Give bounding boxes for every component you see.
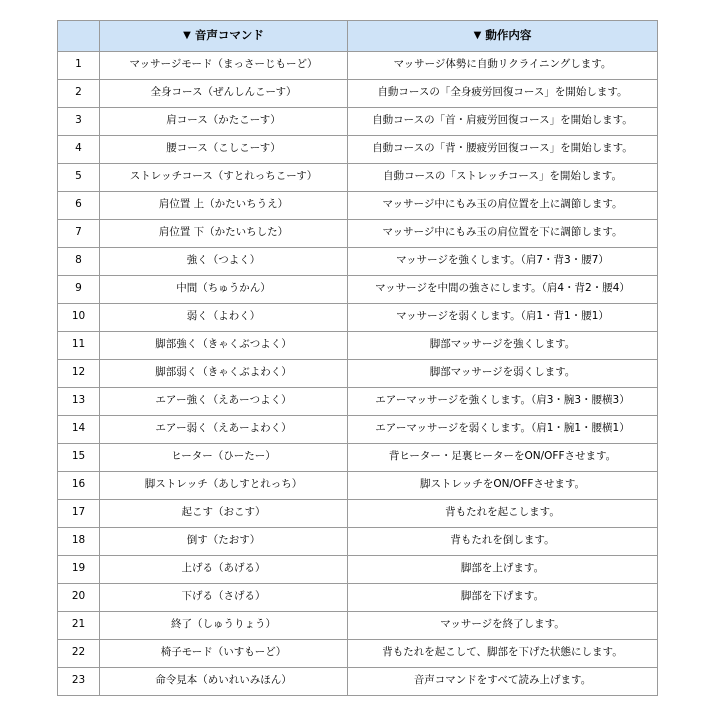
row-action: 自動コースの「首・肩疲労回復コース」を開始します。	[348, 107, 658, 135]
row-command: 全身コース（ぜんしんこーす）	[100, 79, 348, 107]
table-row	[58, 443, 658, 471]
voice-command-table	[57, 20, 658, 696]
row-number: 12	[58, 359, 100, 387]
table-row	[58, 275, 658, 303]
row-command: 弱く（よわく）	[100, 303, 348, 331]
row-number: 2	[58, 79, 100, 107]
triangle-icon-action: ▼	[473, 30, 482, 41]
row-action: マッサージ中にもみ玉の肩位置を上に調節します。	[348, 191, 658, 219]
row-number: 20	[58, 583, 100, 611]
row-command: 下げる（さげる）	[100, 583, 348, 611]
row-number: 15	[58, 443, 100, 471]
table-row	[58, 107, 658, 135]
column-header-command	[100, 20, 348, 51]
row-command: 脚ストレッチ（あしすとれっち）	[100, 471, 348, 499]
row-number: 22	[58, 639, 100, 667]
row-action: 脚部マッサージを弱くします。	[348, 359, 658, 387]
row-number: 11	[58, 331, 100, 359]
row-action: エアーマッサージを弱くします。（肩1・腕1・腰横1）	[348, 415, 658, 443]
row-action: 脚部を上げます。	[348, 555, 658, 583]
row-action: 自動コースの「全身疲労回復コース」を開始します。	[348, 79, 658, 107]
table-row	[58, 387, 658, 415]
table-row	[58, 499, 658, 527]
row-action: エアーマッサージを強くします。（肩3・腕3・腰横3）	[348, 387, 658, 415]
row-action: 背ヒーター・足裏ヒーターをON/OFFさせます。	[348, 443, 658, 471]
row-action: マッサージを強くします。（肩7・背3・腰7）	[348, 247, 658, 275]
row-command: 肩位置 下（かたいちした）	[100, 219, 348, 247]
row-number: 8	[58, 247, 100, 275]
row-action: マッサージを弱くします。（肩1・背1・腰1）	[348, 303, 658, 331]
table-row	[58, 415, 658, 443]
table-row	[58, 163, 658, 191]
row-action: 背もたれを起こします。	[348, 499, 658, 527]
table-row	[58, 303, 658, 331]
column-header-no	[58, 20, 100, 51]
table-body	[58, 51, 658, 695]
row-command: ヒーター（ひーたー）	[100, 443, 348, 471]
row-number: 4	[58, 135, 100, 163]
row-command: 中間（ちゅうかん）	[100, 275, 348, 303]
row-number: 13	[58, 387, 100, 415]
row-action: マッサージを終了します。	[348, 611, 658, 639]
column-header-action-label: 動作内容	[485, 28, 532, 42]
row-command: 脚部弱く（きゃくぶよわく）	[100, 359, 348, 387]
row-number: 19	[58, 555, 100, 583]
row-command: エアー強く（えあーつよく）	[100, 387, 348, 415]
table-row	[58, 527, 658, 555]
table-row	[58, 611, 658, 639]
table-row	[58, 555, 658, 583]
row-number: 6	[58, 191, 100, 219]
row-command: 起こす（おこす）	[100, 499, 348, 527]
table-row	[58, 471, 658, 499]
row-command: 腰コース（こしこーす）	[100, 135, 348, 163]
table-row	[58, 639, 658, 667]
column-header-action	[348, 20, 658, 51]
row-number: 21	[58, 611, 100, 639]
table-row	[58, 331, 658, 359]
row-command: 椅子モード（いすもーど）	[100, 639, 348, 667]
row-number: 17	[58, 499, 100, 527]
row-number: 10	[58, 303, 100, 331]
row-command: 上げる（あげる）	[100, 555, 348, 583]
row-number: 3	[58, 107, 100, 135]
row-command: 強く（つよく）	[100, 247, 348, 275]
table-header-row	[58, 20, 658, 51]
row-command: 終了（しゅうりょう）	[100, 611, 348, 639]
row-action: マッサージ中にもみ玉の肩位置を下に調節します。	[348, 219, 658, 247]
row-action: マッサージ体勢に自動リクライニングします。	[348, 51, 658, 79]
row-action: 音声コマンドをすべて読み上げます。	[348, 667, 658, 695]
row-action: 背もたれを起こして、脚部を下げた状態にします。	[348, 639, 658, 667]
row-number: 23	[58, 667, 100, 695]
row-action: 脚部を下げます。	[348, 583, 658, 611]
table-row	[58, 583, 658, 611]
row-action: 脚ストレッチをON/OFFさせます。	[348, 471, 658, 499]
row-action: マッサージを中間の強さにします。（肩4・背2・腰4）	[348, 275, 658, 303]
row-command: 肩コース（かたこーす）	[100, 107, 348, 135]
table-header	[58, 20, 658, 51]
table-row	[58, 247, 658, 275]
row-command: 倒す（たおす）	[100, 527, 348, 555]
row-number: 14	[58, 415, 100, 443]
table-row	[58, 79, 658, 107]
table-row	[58, 135, 658, 163]
row-number: 16	[58, 471, 100, 499]
row-command: 脚部強く（きゃくぶつよく）	[100, 331, 348, 359]
column-header-command-label: 音声コマンド	[194, 28, 264, 42]
row-command: 肩位置 上（かたいちうえ）	[100, 191, 348, 219]
table-row	[58, 51, 658, 79]
row-action: 自動コースの「背・腰疲労回復コース」を開始します。	[348, 135, 658, 163]
row-command: 命令見本（めいれいみほん）	[100, 667, 348, 695]
table-row	[58, 219, 658, 247]
table-row	[58, 667, 658, 695]
row-number: 5	[58, 163, 100, 191]
row-number: 7	[58, 219, 100, 247]
row-number: 1	[58, 51, 100, 79]
table-row	[58, 359, 658, 387]
row-action: 脚部マッサージを強くします。	[348, 331, 658, 359]
row-action: 背もたれを倒します。	[348, 527, 658, 555]
row-number: 18	[58, 527, 100, 555]
row-action: 自動コースの「ストレッチコース」を開始します。	[348, 163, 658, 191]
table-row	[58, 191, 658, 219]
row-command: ストレッチコース（すとれっちこーす）	[100, 163, 348, 191]
row-command: エアー弱く（えあーよわく）	[100, 415, 348, 443]
triangle-icon-command: ▼	[183, 30, 191, 41]
row-number: 9	[58, 275, 100, 303]
row-command: マッサージモード（まっさーじもーど）	[100, 51, 348, 79]
